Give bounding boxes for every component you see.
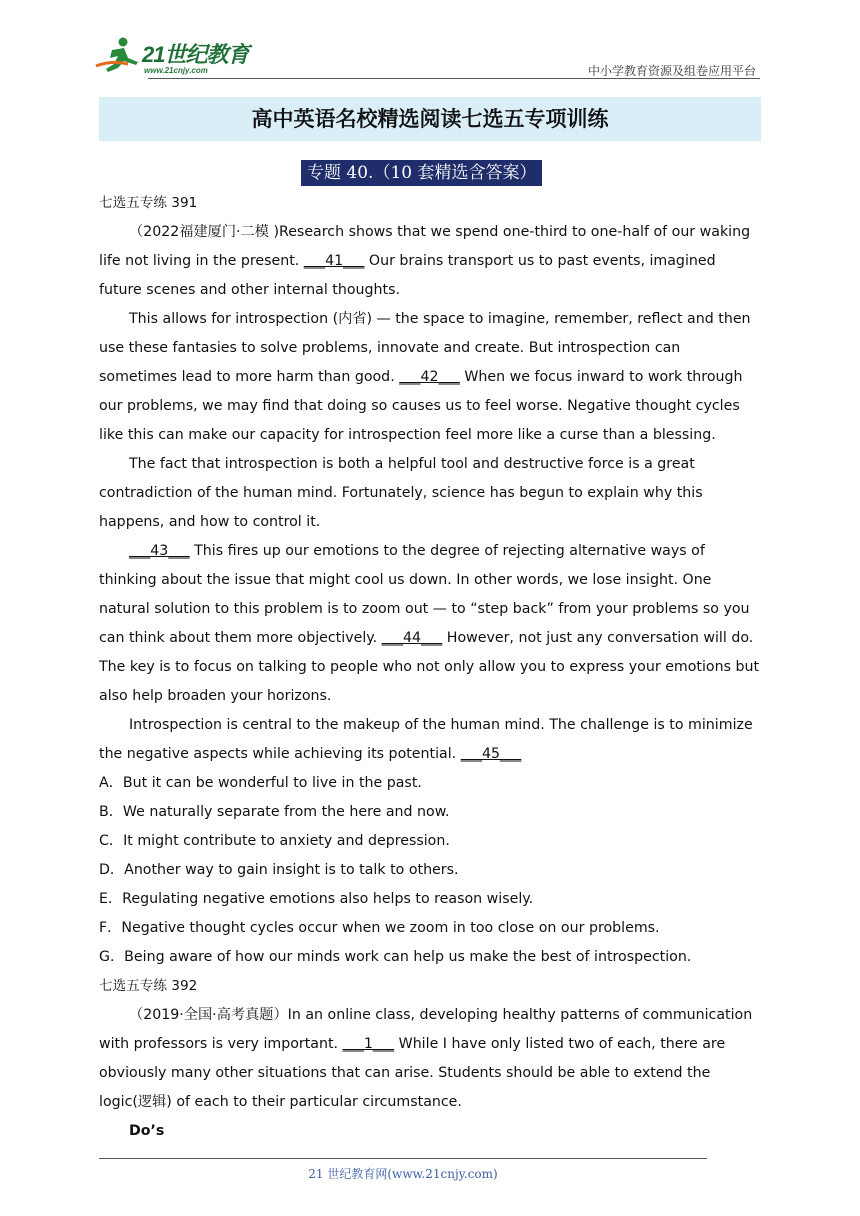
option-a: A．But it can be wonderful to live in the past. — [99, 775, 422, 791]
page-title: 高中英语名校精选阅读七选五专项训练 — [251, 106, 609, 131]
document-body — [99, 189, 762, 1146]
option-c: C．It might contribute to anxiety and depression. — [99, 833, 450, 849]
runner-logo-icon — [94, 36, 144, 76]
blank-1: ___1___ — [342, 1036, 395, 1052]
blank-43: ___43___ — [129, 543, 190, 559]
header-platform-text: 中小学教育资源及组卷应用平台 — [587, 64, 756, 78]
paragraph: Introspection is central to the makeup of the human mind. The challenge is to minimize the negative aspects while achieving its potential. ___45___ — [99, 717, 753, 762]
dos-heading: Do’s — [129, 1123, 165, 1139]
option-b: B．We naturally separate from the here and now. — [99, 804, 450, 820]
paragraph: （2022福建厦门·二模 )Research shows that we spend one-third to one-half of our waking life not living in the present. ___41___ Our brains transport us to past events, imagined future scenes and other internal thoughts. — [99, 224, 751, 298]
option-f: F．Negative thought cycles occur when we zoom in too close on our problems. — [99, 920, 660, 936]
source-note: （2019·全国·高考真题） — [129, 1007, 288, 1023]
logo-url: www.21cnjy.com — [144, 66, 208, 75]
title-band — [99, 97, 761, 141]
blank-41: ___41___ — [303, 253, 365, 269]
set-label: 七选五专练 391 — [99, 195, 198, 211]
logo — [94, 36, 264, 78]
blank-44: ___44___ — [381, 630, 443, 646]
logo-text: 21世纪教育 — [142, 42, 249, 67]
blank-42: ___42___ — [399, 369, 460, 385]
topic-banner: 专题 40.（10 套精选含答案） — [301, 160, 542, 186]
source-note: （2022福建厦门·二模 ) — [129, 224, 279, 240]
blank-45: ___45___ — [460, 746, 522, 762]
paragraph: The fact that introspection is both a helpful tool and destructive force is a great contradiction of the human mind. Fortunately, science has begun to explain why this happens, and how to control it. — [99, 456, 703, 530]
footer-divider — [99, 1158, 707, 1159]
header-divider — [148, 78, 760, 79]
option-d: D．Another way to gain insight is to talk to others. — [99, 862, 459, 878]
set-label: 七选五专练 392 — [99, 978, 198, 994]
paragraph: （2019·全国·高考真题）In an online class, developing healthy patterns of communication with professors is very important. ___1___ While I have only listed two of each, there are obviously many other situations that can arise. Students should be able to extend the logic(逻辑) of each to their particular circumstance. — [99, 1007, 753, 1110]
paragraph: This allows for introspection (内省) — the space to imagine, remember, reflect and then use these fantasies to solve problems, innovate and create. But introspection can sometimes lead to more harm than good. ___42___ When we focus inward to work through our problems, we may find that doing so causes us to feel worse. Negative thought cycles like this can make our capacity for introspection feel more like a curse than a blessing. — [99, 311, 751, 443]
page-header — [94, 30, 760, 78]
paragraph: ___43___ This fires up our emotions to the degree of rejecting alternative ways of thinking about the issue that might cool us down. In other words, we lose insight. One natural solution to this problem is to zoom out — to “step back” from your problems so you can think about them more objectively. ___44___ However, not just any conversation will do. The key is to focus on talking to people who not only allow you to express your emotions but also help broaden your horizons. — [99, 543, 760, 704]
option-e: E．Regulating negative emotions also helps to reason wisely. — [99, 891, 534, 907]
page-footer: 21 世纪教育网(www.21cnjy.com) — [308, 1167, 498, 1181]
option-g: G．Being aware of how our minds work can help us make the best of introspection. — [99, 949, 692, 965]
